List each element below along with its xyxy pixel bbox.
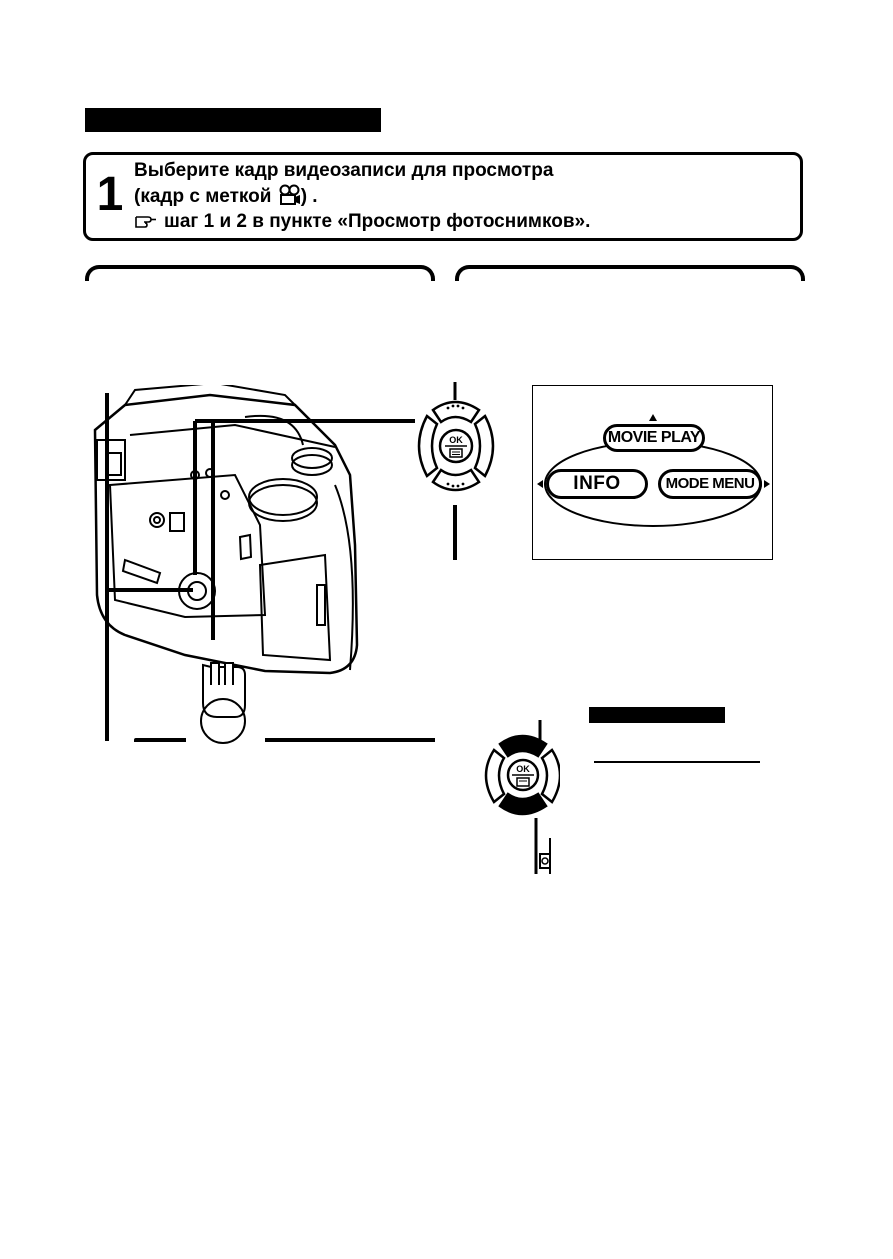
panel-left-bottom-rule [265, 738, 435, 742]
arrow-up-icon [649, 414, 657, 421]
arrow-up-button [433, 402, 479, 422]
step-instruction-line2: (кадр с меткой ) . [134, 184, 318, 213]
arrow-right-button [542, 750, 560, 802]
small-label-bar [589, 707, 725, 723]
step-instruction-line1: Выберите кадр видеозаписи для просмотра [134, 160, 554, 181]
arrow-left-icon [537, 480, 543, 488]
arrow-up-button [500, 736, 546, 756]
ok-label: OK [449, 435, 463, 445]
arrow-right-icon [764, 480, 770, 488]
arrow-pad-lower [470, 718, 560, 878]
arrow-left-button [486, 750, 504, 802]
ok-label: OK [516, 764, 530, 774]
text-underline [594, 761, 760, 763]
camera-illustration [85, 385, 425, 745]
step-number: 1 [96, 168, 124, 221]
panel-left-frame [85, 265, 435, 281]
arrow-down-button [433, 470, 479, 490]
movie-camera-icon [279, 184, 301, 213]
pointing-hand-icon [134, 212, 158, 237]
panel-right-frame [455, 265, 805, 281]
menu-item-info[interactable]: INFO [546, 469, 648, 499]
arrow-down-button [500, 794, 546, 814]
arrow-left-button [419, 416, 437, 476]
panel-left-bottom-rule [134, 738, 186, 742]
arrow-right-button [475, 416, 493, 476]
arrow-pad-upper [405, 380, 517, 562]
menu-item-mode-menu[interactable]: MODE MENU [658, 469, 762, 499]
lcd-menu-screen [532, 385, 773, 560]
menu-item-movie-play[interactable]: MOVIE PLAY [603, 424, 705, 452]
step-instruction-line3: шаг 1 и 2 в пункте «Просмотр фотоснимков». [134, 210, 590, 237]
section-header-bar [85, 108, 381, 132]
